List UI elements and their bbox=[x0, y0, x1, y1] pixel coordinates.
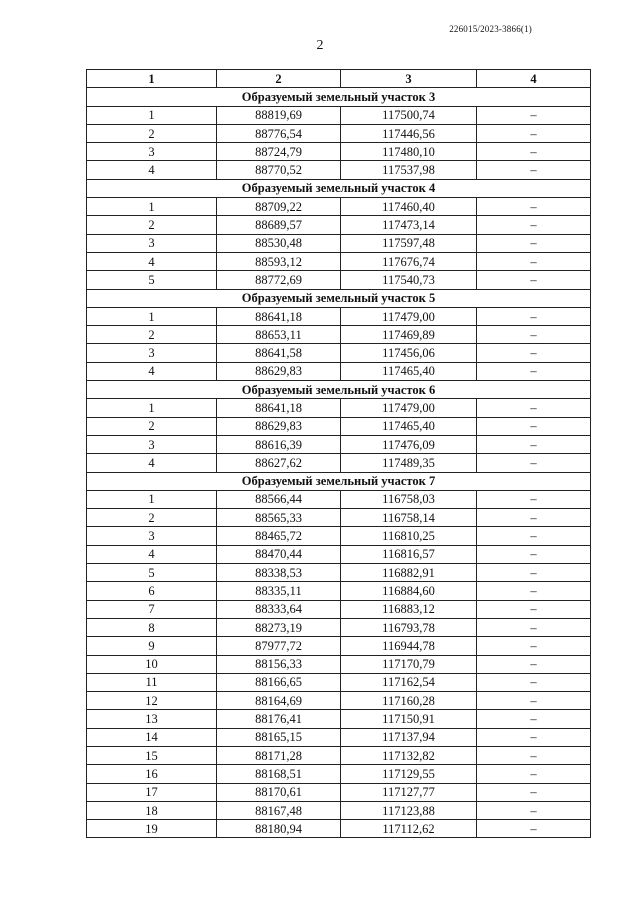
coordinate-y: 117597,48 bbox=[341, 234, 477, 252]
coordinate-y: 117676,74 bbox=[341, 252, 477, 270]
point-number: 3 bbox=[87, 143, 217, 161]
table-row bbox=[87, 820, 591, 838]
coordinate-x: 88724,79 bbox=[217, 143, 341, 161]
column-4-value: – bbox=[477, 582, 591, 600]
column-4-value: – bbox=[477, 765, 591, 783]
point-number: 1 bbox=[87, 198, 217, 216]
table-row bbox=[87, 783, 591, 801]
coordinate-y: 117479,00 bbox=[341, 399, 477, 417]
table-row bbox=[87, 728, 591, 746]
coordinate-x: 88641,18 bbox=[217, 399, 341, 417]
column-4-value: – bbox=[477, 509, 591, 527]
coordinate-x: 88653,11 bbox=[217, 326, 341, 344]
column-4-value: – bbox=[477, 216, 591, 234]
coordinate-y: 117162,54 bbox=[341, 673, 477, 691]
table-row bbox=[87, 600, 591, 618]
table-row bbox=[87, 307, 591, 325]
point-number: 14 bbox=[87, 728, 217, 746]
column-4-value: – bbox=[477, 344, 591, 362]
point-number: 19 bbox=[87, 820, 217, 838]
table-row bbox=[87, 618, 591, 636]
column-4-value: – bbox=[477, 124, 591, 142]
page-number: 2 bbox=[316, 38, 324, 53]
coordinate-y: 117537,98 bbox=[341, 161, 477, 179]
column-4-value: – bbox=[477, 746, 591, 764]
point-number: 1 bbox=[87, 106, 217, 124]
coordinate-x: 88616,39 bbox=[217, 435, 341, 453]
column-4-value: – bbox=[477, 600, 591, 618]
coordinate-y: 116816,57 bbox=[341, 545, 477, 563]
coordinate-x: 88180,94 bbox=[217, 820, 341, 838]
coordinate-x: 88168,51 bbox=[217, 765, 341, 783]
table-row bbox=[87, 454, 591, 472]
table-row bbox=[87, 344, 591, 362]
table-row bbox=[87, 362, 591, 380]
coordinate-x: 88629,83 bbox=[217, 417, 341, 435]
point-number: 2 bbox=[87, 216, 217, 234]
coordinate-y: 117460,40 bbox=[341, 198, 477, 216]
point-number: 16 bbox=[87, 765, 217, 783]
column-4-value: – bbox=[477, 618, 591, 636]
coordinate-y: 116810,25 bbox=[341, 527, 477, 545]
coordinate-x: 88776,54 bbox=[217, 124, 341, 142]
table-row bbox=[87, 216, 591, 234]
table-row bbox=[87, 490, 591, 508]
coordinate-x: 88338,53 bbox=[217, 564, 341, 582]
coordinate-y: 117476,09 bbox=[341, 435, 477, 453]
coordinate-x: 88593,12 bbox=[217, 252, 341, 270]
point-number: 1 bbox=[87, 307, 217, 325]
coordinate-y: 117540,73 bbox=[341, 271, 477, 289]
coordinate-x: 88156,33 bbox=[217, 655, 341, 673]
point-number: 18 bbox=[87, 801, 217, 819]
section-title-row bbox=[87, 289, 591, 307]
point-number: 9 bbox=[87, 637, 217, 655]
column-4-value: – bbox=[477, 655, 591, 673]
coordinate-x: 88770,52 bbox=[217, 161, 341, 179]
coordinate-y: 117123,88 bbox=[341, 801, 477, 819]
section-title-row bbox=[87, 472, 591, 490]
coordinate-x: 88819,69 bbox=[217, 106, 341, 124]
coordinate-y: 117150,91 bbox=[341, 710, 477, 728]
table-row bbox=[87, 692, 591, 710]
section-title: Образуемый земельный участок 5 bbox=[87, 289, 591, 307]
column-4-value: – bbox=[477, 801, 591, 819]
point-number: 4 bbox=[87, 362, 217, 380]
column-4-value: – bbox=[477, 417, 591, 435]
section-title: Образуемый земельный участок 4 bbox=[87, 179, 591, 197]
coordinate-x: 88772,69 bbox=[217, 271, 341, 289]
coordinate-y: 116758,03 bbox=[341, 490, 477, 508]
section-title-row bbox=[87, 179, 591, 197]
column-4-value: – bbox=[477, 161, 591, 179]
coordinate-y: 117465,40 bbox=[341, 417, 477, 435]
coordinate-y: 116758,14 bbox=[341, 509, 477, 527]
column-4-value: – bbox=[477, 234, 591, 252]
section-title: Образуемый земельный участок 6 bbox=[87, 381, 591, 399]
coordinate-x: 88171,28 bbox=[217, 746, 341, 764]
coordinate-y: 117112,62 bbox=[341, 820, 477, 838]
coordinate-x: 88165,15 bbox=[217, 728, 341, 746]
coordinate-x: 88627,62 bbox=[217, 454, 341, 472]
header-col-3: 3 bbox=[341, 70, 477, 88]
table-row bbox=[87, 765, 591, 783]
coordinate-y: 117160,28 bbox=[341, 692, 477, 710]
table-row bbox=[87, 417, 591, 435]
coordinate-x: 88167,48 bbox=[217, 801, 341, 819]
point-number: 4 bbox=[87, 252, 217, 270]
table-row bbox=[87, 106, 591, 124]
column-4-value: – bbox=[477, 820, 591, 838]
section-title: Образуемый земельный участок 3 bbox=[87, 88, 591, 106]
document-number: 226015/2023-3866(1) bbox=[449, 24, 532, 34]
point-number: 12 bbox=[87, 692, 217, 710]
header-col-4: 4 bbox=[477, 70, 591, 88]
point-number: 3 bbox=[87, 234, 217, 252]
point-number: 13 bbox=[87, 710, 217, 728]
coordinate-y: 117465,40 bbox=[341, 362, 477, 380]
table-row bbox=[87, 435, 591, 453]
point-number: 3 bbox=[87, 344, 217, 362]
coordinate-y: 117129,55 bbox=[341, 765, 477, 783]
coordinate-x: 88335,11 bbox=[217, 582, 341, 600]
coordinate-x: 88164,69 bbox=[217, 692, 341, 710]
table-body bbox=[87, 88, 591, 838]
header-col-1: 1 bbox=[87, 70, 217, 88]
point-number: 7 bbox=[87, 600, 217, 618]
table-row bbox=[87, 801, 591, 819]
coordinate-x: 88709,22 bbox=[217, 198, 341, 216]
coordinate-x: 88641,58 bbox=[217, 344, 341, 362]
point-number: 15 bbox=[87, 746, 217, 764]
coordinate-x: 88465,72 bbox=[217, 527, 341, 545]
coordinates-table bbox=[86, 69, 591, 838]
column-4-value: – bbox=[477, 143, 591, 161]
table-row bbox=[87, 637, 591, 655]
coordinate-y: 116793,78 bbox=[341, 618, 477, 636]
table-row bbox=[87, 198, 591, 216]
section-title: Образуемый земельный участок 7 bbox=[87, 472, 591, 490]
table-row bbox=[87, 710, 591, 728]
column-4-value: – bbox=[477, 326, 591, 344]
coordinate-y: 117446,56 bbox=[341, 124, 477, 142]
table-row bbox=[87, 271, 591, 289]
coordinate-y: 117127,77 bbox=[341, 783, 477, 801]
coordinate-y: 117473,14 bbox=[341, 216, 477, 234]
column-4-value: – bbox=[477, 106, 591, 124]
column-4-value: – bbox=[477, 710, 591, 728]
coordinate-x: 88166,65 bbox=[217, 673, 341, 691]
table-row bbox=[87, 399, 591, 417]
column-4-value: – bbox=[477, 271, 591, 289]
column-4-value: – bbox=[477, 692, 591, 710]
coordinate-y: 116882,91 bbox=[341, 564, 477, 582]
coordinate-x: 88689,57 bbox=[217, 216, 341, 234]
coordinate-x: 88470,44 bbox=[217, 545, 341, 563]
table-row bbox=[87, 582, 591, 600]
point-number: 1 bbox=[87, 490, 217, 508]
table-row bbox=[87, 234, 591, 252]
coordinate-y: 116883,12 bbox=[341, 600, 477, 618]
point-number: 17 bbox=[87, 783, 217, 801]
coordinate-x: 88176,41 bbox=[217, 710, 341, 728]
point-number: 11 bbox=[87, 673, 217, 691]
point-number: 2 bbox=[87, 326, 217, 344]
table-row bbox=[87, 673, 591, 691]
point-number: 4 bbox=[87, 454, 217, 472]
point-number: 1 bbox=[87, 399, 217, 417]
coordinate-y: 117132,82 bbox=[341, 746, 477, 764]
point-number: 2 bbox=[87, 417, 217, 435]
column-4-value: – bbox=[477, 252, 591, 270]
table-row bbox=[87, 655, 591, 673]
point-number: 5 bbox=[87, 271, 217, 289]
table-row bbox=[87, 746, 591, 764]
coordinate-y: 117137,94 bbox=[341, 728, 477, 746]
coordinate-y: 117479,00 bbox=[341, 307, 477, 325]
table-row bbox=[87, 143, 591, 161]
point-number: 8 bbox=[87, 618, 217, 636]
table-row bbox=[87, 527, 591, 545]
column-4-value: – bbox=[477, 362, 591, 380]
coordinate-y: 116884,60 bbox=[341, 582, 477, 600]
column-4-value: – bbox=[477, 564, 591, 582]
section-title-row bbox=[87, 88, 591, 106]
table-row bbox=[87, 326, 591, 344]
point-number: 2 bbox=[87, 509, 217, 527]
coordinate-x: 88566,44 bbox=[217, 490, 341, 508]
coordinate-y: 116944,78 bbox=[341, 637, 477, 655]
coordinate-x: 88170,61 bbox=[217, 783, 341, 801]
column-4-value: – bbox=[477, 399, 591, 417]
column-4-value: – bbox=[477, 198, 591, 216]
point-number: 5 bbox=[87, 564, 217, 582]
column-4-value: – bbox=[477, 728, 591, 746]
header-row bbox=[87, 70, 591, 88]
table-row bbox=[87, 564, 591, 582]
coordinate-y: 117480,10 bbox=[341, 143, 477, 161]
table-row bbox=[87, 545, 591, 563]
column-4-value: – bbox=[477, 637, 591, 655]
coordinate-x: 88629,83 bbox=[217, 362, 341, 380]
coordinate-y: 117469,89 bbox=[341, 326, 477, 344]
column-4-value: – bbox=[477, 673, 591, 691]
table-header bbox=[87, 70, 591, 88]
column-4-value: – bbox=[477, 783, 591, 801]
coordinate-y: 117500,74 bbox=[341, 106, 477, 124]
section-title-row bbox=[87, 381, 591, 399]
header-col-2: 2 bbox=[217, 70, 341, 88]
point-number: 2 bbox=[87, 124, 217, 142]
coordinate-x: 88530,48 bbox=[217, 234, 341, 252]
column-4-value: – bbox=[477, 435, 591, 453]
column-4-value: – bbox=[477, 545, 591, 563]
coordinate-x: 88641,18 bbox=[217, 307, 341, 325]
column-4-value: – bbox=[477, 307, 591, 325]
table-row bbox=[87, 161, 591, 179]
point-number: 6 bbox=[87, 582, 217, 600]
coordinate-y: 117456,06 bbox=[341, 344, 477, 362]
point-number: 4 bbox=[87, 161, 217, 179]
column-4-value: – bbox=[477, 454, 591, 472]
point-number: 10 bbox=[87, 655, 217, 673]
point-number: 3 bbox=[87, 527, 217, 545]
coordinate-x: 88333,64 bbox=[217, 600, 341, 618]
coordinate-y: 117170,79 bbox=[341, 655, 477, 673]
point-number: 3 bbox=[87, 435, 217, 453]
column-4-value: – bbox=[477, 490, 591, 508]
table-row bbox=[87, 124, 591, 142]
point-number: 4 bbox=[87, 545, 217, 563]
coordinate-x: 88565,33 bbox=[217, 509, 341, 527]
table-row bbox=[87, 509, 591, 527]
coordinate-x: 88273,19 bbox=[217, 618, 341, 636]
column-4-value: – bbox=[477, 527, 591, 545]
coordinate-y: 117489,35 bbox=[341, 454, 477, 472]
table-row bbox=[87, 252, 591, 270]
coordinate-x: 87977,72 bbox=[217, 637, 341, 655]
